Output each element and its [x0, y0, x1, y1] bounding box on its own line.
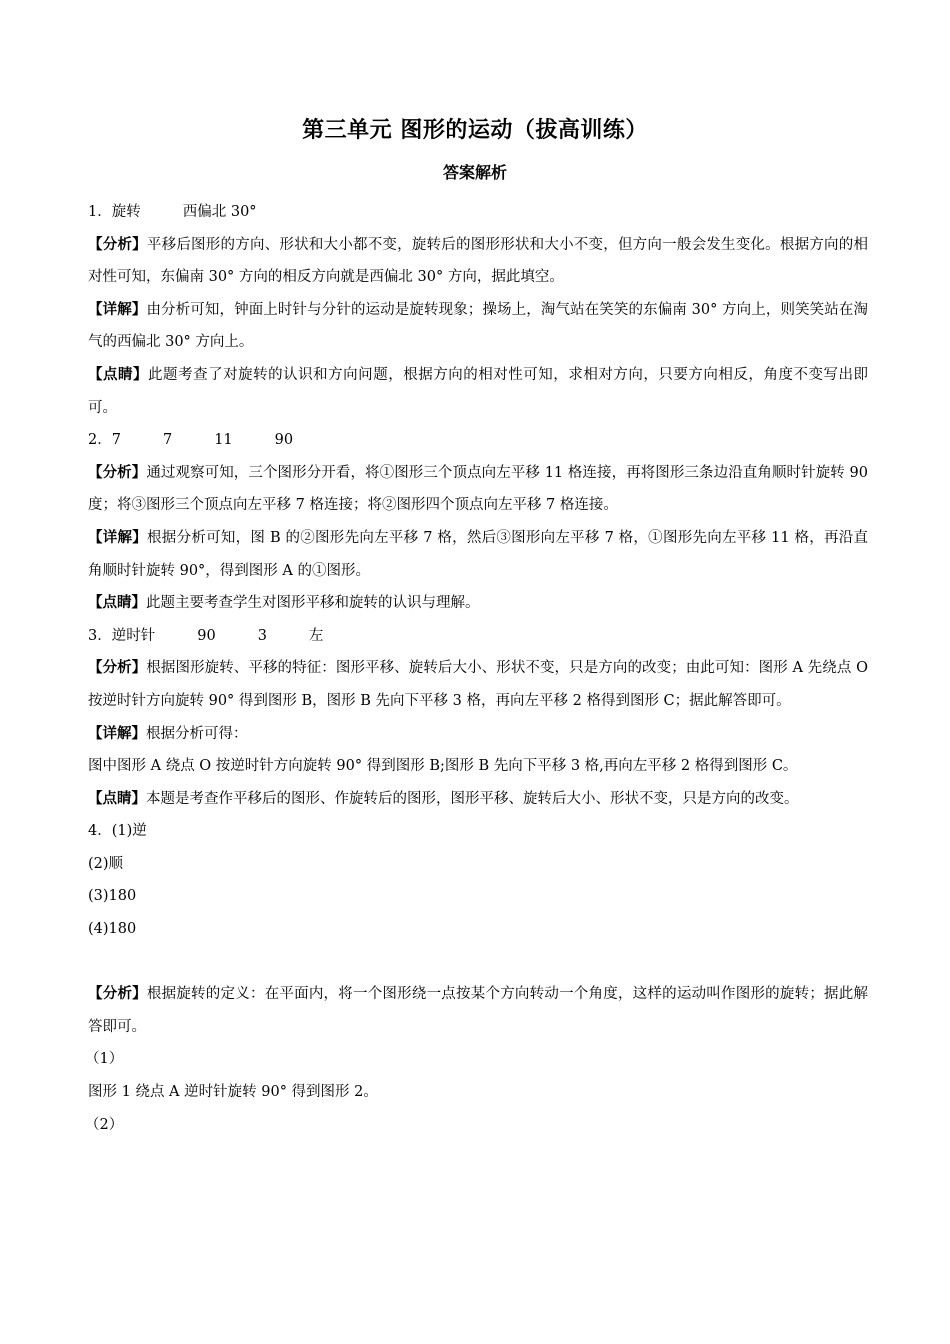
q4-answer-3: (3)180 [88, 888, 137, 905]
detail-tag: 【详解】 [88, 529, 148, 546]
q2-detail-text: 根据分析可知，图 B 的②图形先向左平移 7 格，然后③图形向左平移 7 格，①图形先向左平移 11 格，再沿直角顺时针旋转 90°，得到图形 A 的①图形。 [88, 529, 868, 579]
q2-answer-4: 90 [274, 432, 294, 449]
q4-analysis-text: 根据旋转的定义：在平面内，将一个图形绕一点按某个方向转动一个角度，这样的运动叫作图形的旋转；据此解答即可。 [88, 986, 869, 1035]
q1-detail [88, 294, 868, 359]
q3-answer-3: 3 [257, 627, 267, 644]
q3-number-answer: 3．逆时针 [88, 627, 156, 644]
q3-analysis [88, 652, 868, 717]
detail-tag: 【详解】 [88, 301, 147, 318]
q2-answer-line [88, 424, 868, 457]
q3-comment [88, 783, 868, 816]
q1-analysis [88, 229, 868, 294]
q2-analysis [88, 457, 868, 522]
q3-answer-2: 90 [197, 627, 216, 644]
q4-part-1-label: （1） [85, 1051, 124, 1068]
q1-answer-2: 西偏北 30° [182, 204, 257, 220]
q4-answer-1: 4．(1)逆 [88, 823, 147, 840]
q3-answer-4: 左 [308, 627, 324, 644]
detail-tag: 【详解】 [88, 725, 146, 742]
q4-answer-4: (4)180 [88, 921, 137, 938]
q3-detail-continued: 图中图形 A 绕点 O 按逆时针方向旋转 90° 得到图形 B;图形 B 先向下平移 3 格,再向左平移 2 格得到图形 C。 [88, 758, 798, 775]
q1-number-answer: 1．旋转 [88, 204, 141, 220]
analysis-tag: 【分析】 [88, 660, 147, 677]
q3-comment-text: 本题是考查作平移后的图形、作旋转后的图形，图形平移、旋转后大小、形状不变，只是方向的改变。 [146, 790, 799, 807]
analysis-tag: 【分析】 [88, 236, 147, 253]
q4-part-2-label: （2） [85, 1116, 124, 1133]
q2-detail [88, 522, 868, 587]
q4-part-1-text: 图形 1 绕点 A 逆时针旋转 90° 得到图形 2。 [88, 1084, 378, 1101]
comment-tag: 【点睛】 [88, 790, 146, 807]
comment-tag: 【点睛】 [88, 366, 149, 383]
q4-analysis [88, 978, 868, 1043]
q2-comment-text: 此题主要考查学生对图形平移和旋转的认识与理解。 [146, 595, 480, 612]
analysis-tag: 【分析】 [88, 986, 147, 1003]
q1-comment-text: 此题考查了对旋转的认识和方向问题，根据方向的相对性可知，求相对方向，只要方向相反，角度不变写出即可。 [88, 366, 869, 416]
page-title: 第三单元 图形的运动（拔高训练） [302, 118, 648, 143]
q1-answer-line [88, 196, 868, 229]
q3-analysis-text: 根据图形旋转、平移的特征：图形平移、旋转后大小、形状不变，只是方向的改变；由此可知：图形 A 先绕点 O 按逆时针方向旋转 90° 得到图形 B，图形 B 先向下平移 3 格，再向左平移 2 格得到图形 C；据此解答即可。 [88, 660, 869, 709]
q4-answer-2: (2)顺 [88, 855, 124, 872]
q2-answer-3: 11 [214, 432, 233, 449]
q2-analysis-text: 通过观察可知，三个图形分开看，将①图形三个顶点向左平移 11 格连接，再将图形三条边沿直角顺时针旋转 90 度；将③图形三个顶点向左平移 7 格连接；将②图形四个顶点向左平移 7 格连接。 [88, 464, 868, 514]
q3-answer-line [88, 620, 868, 653]
q1-detail-text: 由分析可知，钟面上时针与分针的运动是旋转现象；操场上，淘气站在笑笑的东偏南 30° 方向上，则笑笑站在淘气的西偏北 30° 方向上。 [88, 301, 869, 351]
q1-comment [88, 359, 868, 424]
q2-comment [88, 587, 868, 620]
q1-analysis-text: 平移后图形的方向、形状和大小都不变，旋转后的图形形状和大小不变，但方向一般会发生变化。根据方向的相对性可知，东偏南 30° 方向的相反方向就是西偏北 30° 方向，据此填空。 [88, 236, 869, 286]
analysis-tag: 【分析】 [88, 464, 147, 481]
q2-answer-2: 7 [162, 432, 173, 449]
page-subtitle: 答案解析 [442, 163, 507, 182]
answer-content [85, 196, 869, 1141]
q3-detail-text: 根据分析可得： [146, 725, 248, 742]
q2-number-answer: 2．7 [88, 432, 121, 449]
q3-detail [88, 718, 868, 751]
comment-tag: 【点睛】 [88, 595, 146, 612]
